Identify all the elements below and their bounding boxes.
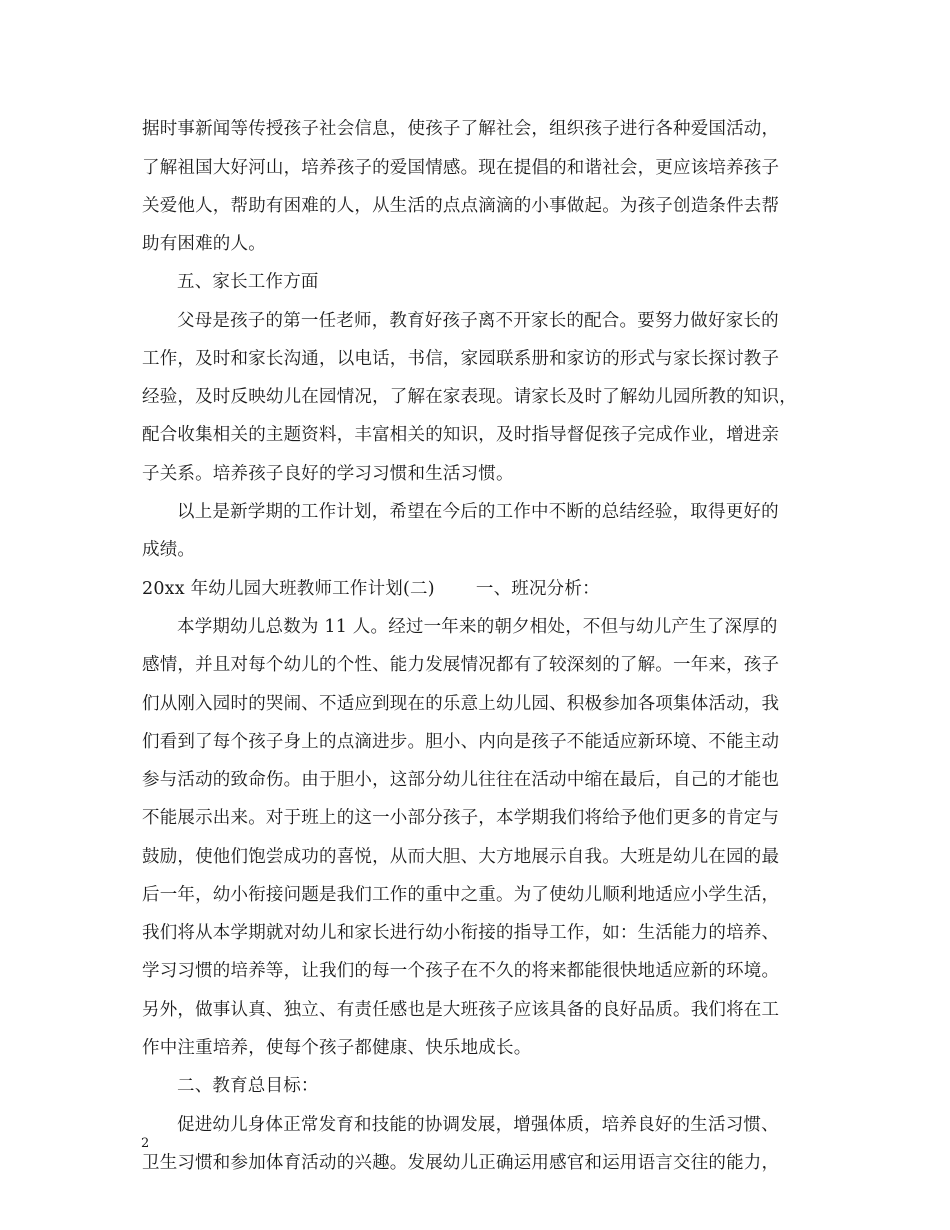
body-line: 另外，做事认真、独立、有责任感也是大班孩子应该具备的良好品质。我们将在工 bbox=[142, 1000, 780, 1020]
body-line: 学习习惯的培养等，让我们的每一个孩子在不久的将来都能很快地适应新的环境。 bbox=[142, 961, 780, 981]
body-line: 子关系。培养孩子良好的学习习惯和生活习惯。 bbox=[142, 464, 514, 484]
paragraph-start: 父母是孩子的第一任老师，教育好孩子离不开家长的配合。要努力做好家长的 bbox=[177, 311, 779, 331]
paragraph-start: 促进幼儿身体正常发育和技能的协调发展，增强体质，培养良好的生活习惯、 bbox=[177, 1115, 779, 1135]
body-line: 了解祖国大好河山，培养孩子的爱国情感。现在提倡的和谐社会，更应该培养孩子 bbox=[142, 158, 780, 178]
body-line: 关爱他人，帮助有困难的人，从生活的点点滴滴的小事做起。为孩子创造条件去帮 bbox=[142, 196, 780, 216]
body-line: 经验，及时反映幼儿在园情况，了解在家表现。请家长及时了解幼儿园所教的知识， bbox=[142, 387, 797, 407]
body-line: 们从刚入园时的哭闹、不适应到现在的乐意上幼儿园、积极参加各项集体活动，我 bbox=[142, 694, 780, 714]
body-line: 卫生习惯和参加体育活动的兴趣。发展幼儿正确运用感官和运用语言交往的能力， bbox=[142, 1153, 780, 1173]
body-line: 后一年，幼小衔接问题是我们工作的重中之重。为了使幼儿顺利地适应小学生活， bbox=[142, 885, 780, 905]
body-line: 据时事新闻等传授孩子社会信息，使孩子了解社会，组织孩子进行各种爱国活动， bbox=[142, 119, 780, 139]
body-line: 们看到了每个孩子身上的点滴进步。胆小、内向是孩子不能适应新环境、不能主动 bbox=[142, 732, 780, 752]
body-line: 成绩。 bbox=[142, 540, 196, 560]
body-line: 感情，并且对每个幼儿的个性、能力发展情况都有了较深刻的了解。一年来，孩子 bbox=[142, 655, 780, 675]
body-line: 配合收集相关的主题资料，丰富相关的知识，及时指导督促孩子完成作业，增进亲 bbox=[142, 425, 780, 445]
section-heading: 二、教育总目标： bbox=[177, 1076, 319, 1096]
document-subtitle: 20xx 年幼儿园大班教师工作计划(二) 一、班况分析： bbox=[142, 579, 600, 599]
paragraph-start: 本学期幼儿总数为 11 人。经过一年来的朝夕相处，不但与幼儿产生了深厚的 bbox=[177, 617, 778, 637]
body-line: 我们将从本学期就对幼儿和家长进行幼小衔接的指导工作，如：生活能力的培养、 bbox=[142, 923, 780, 943]
body-line: 参与活动的致命伤。由于胆小，这部分幼儿往往在活动中缩在最后，自己的才能也 bbox=[142, 770, 780, 790]
body-line: 工作，及时和家长沟通，以电话，书信，家园联系册和家访的形式与家长探讨教子 bbox=[142, 349, 780, 369]
page-number: 2 bbox=[141, 1136, 150, 1151]
body-line: 鼓励，使他们饱尝成功的喜悦，从而大胆、大方地展示自我。大班是幼儿在园的最 bbox=[142, 847, 780, 867]
paragraph-start: 以上是新学期的工作计划，希望在今后的工作中不断的总结经验，取得更好的 bbox=[177, 502, 779, 522]
body-line: 作中注重培养，使每个孩子都健康、快乐地成长。 bbox=[142, 1038, 532, 1058]
body-line: 不能展示出来。对于班上的这一小部分孩子，本学期我们将给予他们更多的肯定与 bbox=[142, 808, 780, 828]
section-heading: 五、家长工作方面 bbox=[177, 272, 319, 292]
body-line: 助有困难的人。 bbox=[142, 234, 266, 254]
